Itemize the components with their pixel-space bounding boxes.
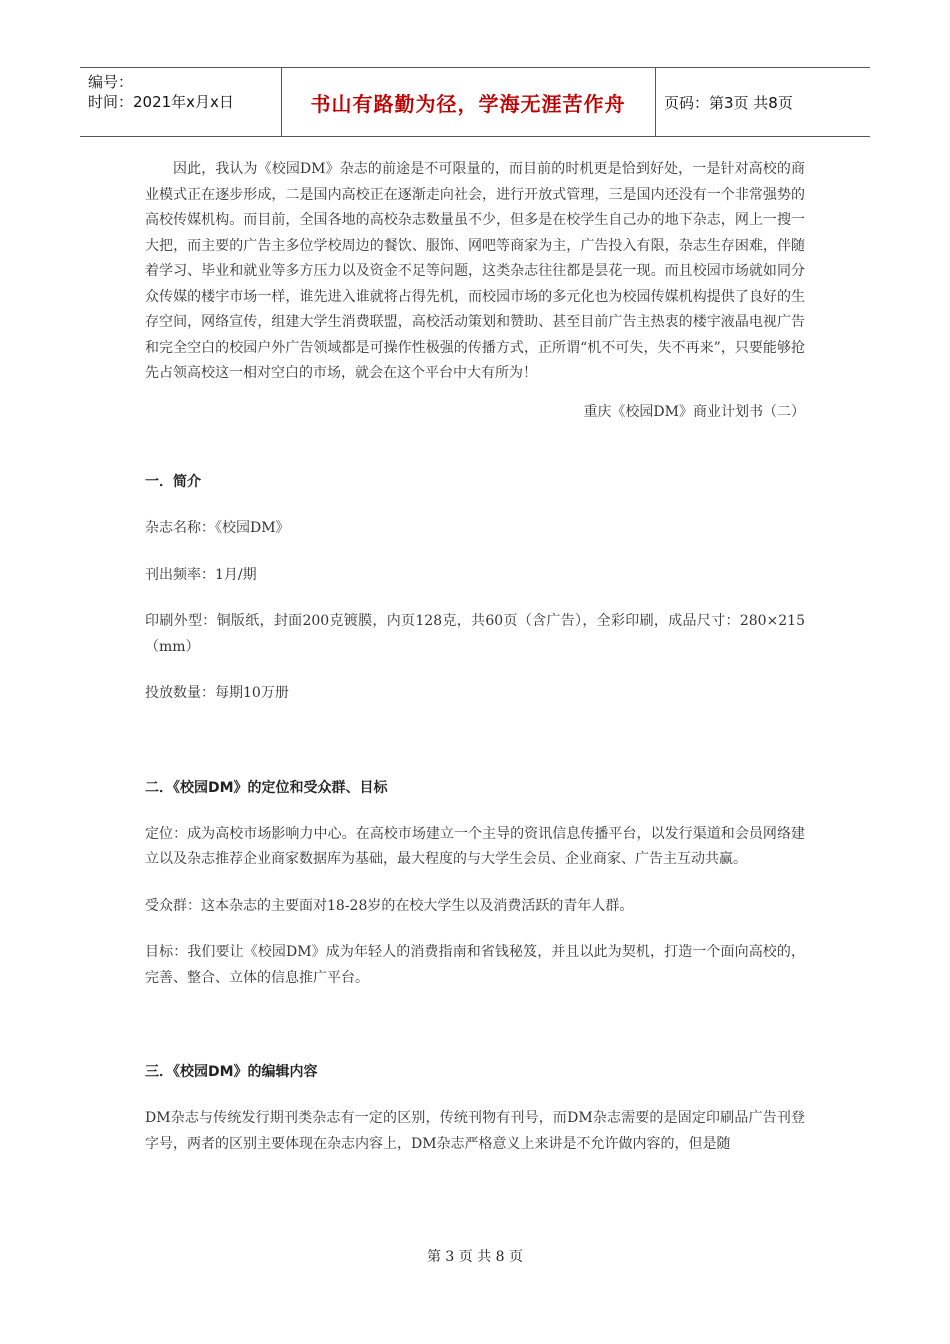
document-title: 重庆《校园DM》商业计划书（二） [583,403,805,420]
publication-frequency: 刊出频率：1月/期 [145,566,257,583]
header-page-number: 页码：第3页 共8页 [664,93,793,112]
section-heading-editorial: 三．《校园DM》的编辑内容 [145,1064,318,1080]
page-header [80,67,870,137]
print-format: 印刷外型：铜版纸，封面200克镀膜，内页128克，共60页（含广告），全彩印刷，成品尺寸：280×215（mm） [145,613,805,655]
section-heading-intro: 一．简介 [145,474,201,490]
header-motto: 书山有路勤为径，学海无涯苦作舟 [310,91,626,116]
positioning-paragraph: 定位：成为高校市场影响力中心。在高校市场建立一个主导的资讯信息传播平台，以发行渠道和会员网络建立以及杂志推荐企业商家数据库为基础，最大程度的与大学生会员、企业商家、广告主互动共赢。 [145,825,805,867]
goal-paragraph: 目标：我们要让《校园DM》成为年轻人的消费指南和省钱秘笈，并且以此为契机，打造一个面向高校的，完善、整合、立体的信息推广平台。 [145,944,805,986]
magazine-name: 杂志名称：《校园DM》 [145,520,290,536]
header-meta [80,68,282,136]
header-page-cell [656,68,870,136]
page-footer: 第 3 页 共 8 页 [426,1249,524,1265]
section-heading-positioning: 二．《校园DM》的定位和受众群、目标 [145,779,388,796]
editorial-paragraph: DM杂志与传统发行期刊类杂志有一定的区别，传统刊物有刊号，而DM杂志需要的是固定印刷品广告刊登字号，两者的区别主要体现在杂志内容上，DM杂志严格意义上来讲是不允许做内容的，但是随 [145,1110,805,1152]
audience-paragraph: 受众群：这本杂志的主要面对18-28岁的在校大学生以及消费活跃的青年人群。 [145,897,634,914]
header-motto-cell [281,68,656,136]
intro-paragraph: 因此，我认为《校园DM》杂志的前途是不可限量的，而目前的时机更是恰到好处，一是针对高校的商业模式正在逐步形成，二是国内高校正在逐渐走向社会，进行开放式管理，三是国内还没有一个非常强势的高校传媒机构。而目前，全国各地的高校杂志数量虽不少，但多是在校学生自己办的地下杂志，网上一搜一大把，而主要的广告主多位学校周边的餐饮、服饰、网吧等商家为主，广告投入有限，杂志生存困难，伴随着学习、毕业和就业等多方压力以及资金不足等问题，这类杂志往往都是昙花一现。而且校园市场就如同分众传媒的楼宇市场一样，谁先进入谁就将占得先机，而校园市场的多元化也为校园传媒机构提供了良好的生存空间，网络宣传，组建大学生消费联盟，高校活动策划和赞助、甚至目前广告主热衷的楼宇液晶电视广告和完全空白的校园户外广告领域都是可操作性极强的传播方式，正所谓“机不可失，失不再来”，只要能够抢先占领高校这一相对空白的市场，就会在这个平台中大有所为！ [145,161,805,381]
document-number: 编号： [88,73,134,91]
document-date: 时间：2021年x月x日 [88,93,234,111]
distribution-quantity: 投放数量：每期10万册 [145,685,289,701]
document-body [145,157,805,1157]
